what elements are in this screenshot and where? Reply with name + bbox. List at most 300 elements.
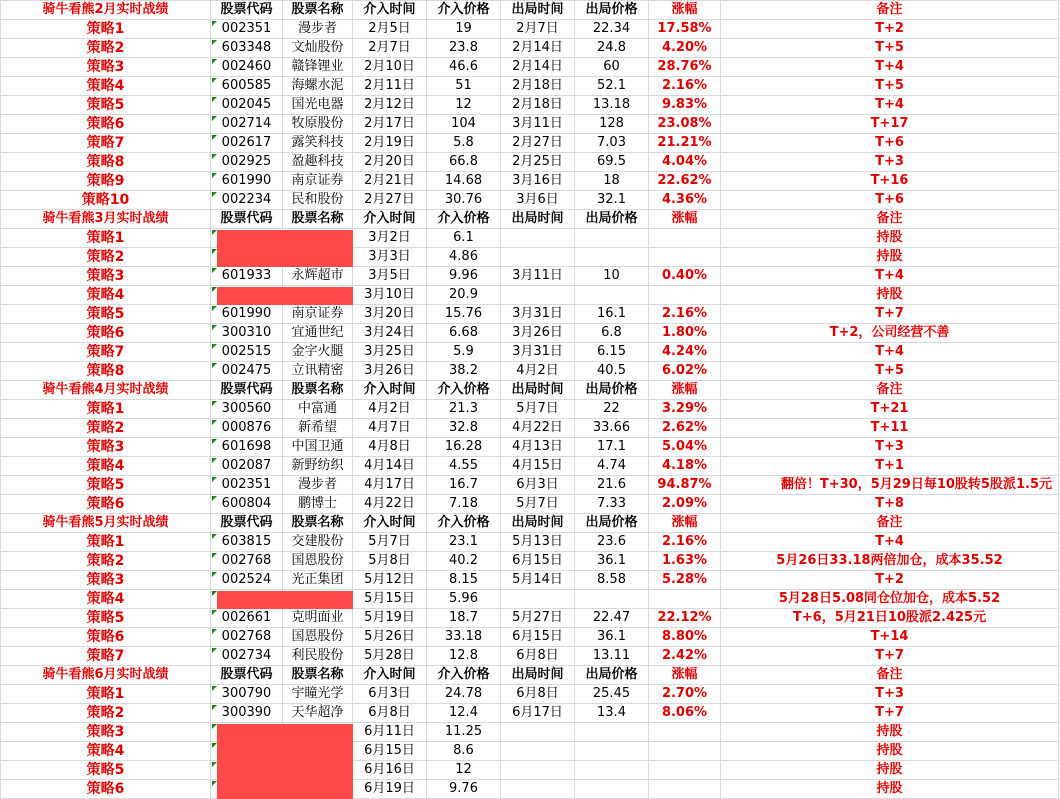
entry-date[interactable]: 2月17日 bbox=[353, 115, 427, 134]
exit-price[interactable]: 13.11 bbox=[575, 647, 649, 666]
gain-percent[interactable]: 17.58% bbox=[649, 20, 721, 39]
exit-price[interactable]: 22 bbox=[575, 400, 649, 419]
section-title[interactable]: 骑牛看熊3月实时战绩 bbox=[1, 210, 211, 229]
strategy-label[interactable]: 策略4 bbox=[1, 742, 211, 761]
column-header[interactable]: 股票名称 bbox=[283, 210, 353, 229]
stock-code[interactable]: 002351 bbox=[211, 20, 283, 39]
entry-price[interactable]: 4.86 bbox=[427, 248, 501, 267]
entry-date[interactable]: 3月24日 bbox=[353, 324, 427, 343]
exit-date[interactable]: 6月17日 bbox=[501, 704, 575, 723]
entry-price[interactable]: 20.9 bbox=[427, 286, 501, 305]
column-header[interactable]: 股票名称 bbox=[283, 514, 353, 533]
section-title[interactable]: 骑牛看熊4月实时战绩 bbox=[1, 381, 211, 400]
remark[interactable]: 5月26日33.18两倍加仓，成本35.52 bbox=[721, 552, 1059, 571]
stock-code[interactable]: 002475 bbox=[211, 362, 283, 381]
strategy-label[interactable]: 策略6 bbox=[1, 495, 211, 514]
entry-price[interactable]: 38.2 bbox=[427, 362, 501, 381]
exit-price[interactable] bbox=[575, 286, 649, 305]
strategy-label[interactable]: 策略4 bbox=[1, 77, 211, 96]
exit-date[interactable]: 3月6日 bbox=[501, 191, 575, 210]
stock-name[interactable]: 交建股份 bbox=[283, 533, 353, 552]
exit-price[interactable]: 6.8 bbox=[575, 324, 649, 343]
entry-price[interactable]: 11.25 bbox=[427, 723, 501, 742]
entry-price[interactable]: 24.78 bbox=[427, 685, 501, 704]
exit-date[interactable]: 5月7日 bbox=[501, 495, 575, 514]
stock-code[interactable]: 002351 bbox=[211, 476, 283, 495]
stock-name[interactable]: 南京证券 bbox=[283, 172, 353, 191]
entry-date[interactable]: 3月20日 bbox=[353, 305, 427, 324]
column-header[interactable]: 出局价格 bbox=[575, 381, 649, 400]
stock-name[interactable]: 南京证券 bbox=[283, 305, 353, 324]
exit-price[interactable]: 69.5 bbox=[575, 153, 649, 172]
column-header[interactable]: 股票名称 bbox=[283, 666, 353, 685]
gain-percent[interactable]: 3.29% bbox=[649, 400, 721, 419]
stock-code[interactable]: 002714 bbox=[211, 115, 283, 134]
exit-date[interactable]: 2月14日 bbox=[501, 39, 575, 58]
stock-code[interactable]: 603815 bbox=[211, 533, 283, 552]
stock-code[interactable]: 002661 bbox=[211, 609, 283, 628]
remark[interactable]: T+4 bbox=[721, 533, 1059, 552]
strategy-label[interactable]: 策略7 bbox=[1, 134, 211, 153]
stock-name[interactable]: 文灿股份 bbox=[283, 39, 353, 58]
strategy-label[interactable]: 策略5 bbox=[1, 305, 211, 324]
exit-date[interactable]: 4月15日 bbox=[501, 457, 575, 476]
remark[interactable]: T+5 bbox=[721, 77, 1059, 96]
exit-price[interactable]: 21.6 bbox=[575, 476, 649, 495]
entry-date[interactable]: 6月11日 bbox=[353, 723, 427, 742]
exit-date[interactable]: 6月3日 bbox=[501, 476, 575, 495]
column-header[interactable]: 介入时间 bbox=[353, 1, 427, 20]
strategy-label[interactable]: 策略2 bbox=[1, 419, 211, 438]
stock-code[interactable]: 300310 bbox=[211, 324, 283, 343]
gain-percent[interactable]: 2.16% bbox=[649, 533, 721, 552]
entry-price[interactable]: 19 bbox=[427, 20, 501, 39]
stock-code[interactable]: 300390 bbox=[211, 704, 283, 723]
exit-price[interactable]: 24.8 bbox=[575, 39, 649, 58]
stock-code[interactable]: 002515 bbox=[211, 343, 283, 362]
exit-date[interactable]: 4月13日 bbox=[501, 438, 575, 457]
exit-date[interactable] bbox=[501, 780, 575, 799]
remark[interactable]: T+7 bbox=[721, 305, 1059, 324]
strategy-label[interactable]: 策略2 bbox=[1, 248, 211, 267]
remark[interactable]: 持股 bbox=[721, 761, 1059, 780]
entry-date[interactable]: 5月8日 bbox=[353, 552, 427, 571]
entry-date[interactable]: 2月10日 bbox=[353, 58, 427, 77]
stock-name[interactable]: 漫步者 bbox=[283, 20, 353, 39]
column-header[interactable]: 出局时间 bbox=[501, 210, 575, 229]
strategy-label[interactable]: 策略2 bbox=[1, 704, 211, 723]
remark[interactable]: T+2 bbox=[721, 571, 1059, 590]
gain-percent[interactable]: 94.87% bbox=[649, 476, 721, 495]
exit-price[interactable] bbox=[575, 248, 649, 267]
entry-date[interactable]: 6月8日 bbox=[353, 704, 427, 723]
exit-date[interactable]: 5月7日 bbox=[501, 400, 575, 419]
remark[interactable]: T+14 bbox=[721, 628, 1059, 647]
entry-price[interactable]: 9.76 bbox=[427, 780, 501, 799]
gain-percent[interactable] bbox=[649, 723, 721, 742]
entry-date[interactable]: 3月26日 bbox=[353, 362, 427, 381]
strategy-label[interactable]: 策略2 bbox=[1, 39, 211, 58]
entry-date[interactable]: 2月21日 bbox=[353, 172, 427, 191]
entry-price[interactable]: 46.6 bbox=[427, 58, 501, 77]
column-header[interactable]: 出局价格 bbox=[575, 1, 649, 20]
column-header[interactable]: 介入时间 bbox=[353, 514, 427, 533]
column-header[interactable]: 介入时间 bbox=[353, 381, 427, 400]
remark[interactable]: 持股 bbox=[721, 723, 1059, 742]
exit-price[interactable]: 22.47 bbox=[575, 609, 649, 628]
exit-price[interactable] bbox=[575, 590, 649, 609]
entry-price[interactable]: 6.68 bbox=[427, 324, 501, 343]
entry-price[interactable]: 30.76 bbox=[427, 191, 501, 210]
gain-percent[interactable]: 8.80% bbox=[649, 628, 721, 647]
exit-price[interactable]: 128 bbox=[575, 115, 649, 134]
column-header[interactable]: 股票名称 bbox=[283, 381, 353, 400]
entry-date[interactable]: 2月12日 bbox=[353, 96, 427, 115]
gain-percent[interactable]: 5.04% bbox=[649, 438, 721, 457]
stock-name[interactable]: 永辉超市 bbox=[283, 267, 353, 286]
entry-price[interactable]: 5.8 bbox=[427, 134, 501, 153]
column-header[interactable]: 股票代码 bbox=[211, 210, 283, 229]
remark[interactable]: 持股 bbox=[721, 742, 1059, 761]
remark[interactable]: T+7 bbox=[721, 647, 1059, 666]
gain-percent[interactable]: 1.80% bbox=[649, 324, 721, 343]
exit-date[interactable]: 2月27日 bbox=[501, 134, 575, 153]
gain-percent[interactable]: 22.62% bbox=[649, 172, 721, 191]
entry-price[interactable]: 12.8 bbox=[427, 647, 501, 666]
remark[interactable]: 持股 bbox=[721, 229, 1059, 248]
strategy-label[interactable]: 策略3 bbox=[1, 58, 211, 77]
strategy-label[interactable]: 策略2 bbox=[1, 552, 211, 571]
remark[interactable]: T+4 bbox=[721, 96, 1059, 115]
strategy-label[interactable]: 策略4 bbox=[1, 286, 211, 305]
column-header[interactable]: 出局时间 bbox=[501, 514, 575, 533]
strategy-label[interactable]: 策略4 bbox=[1, 590, 211, 609]
column-header[interactable]: 介入时间 bbox=[353, 210, 427, 229]
entry-price[interactable]: 23.8 bbox=[427, 39, 501, 58]
stock-code[interactable]: 600585 bbox=[211, 77, 283, 96]
strategy-label[interactable]: 策略7 bbox=[1, 647, 211, 666]
column-header[interactable]: 股票名称 bbox=[283, 1, 353, 20]
strategy-label[interactable]: 策略9 bbox=[1, 172, 211, 191]
gain-percent[interactable]: 9.83% bbox=[649, 96, 721, 115]
entry-price[interactable]: 4.55 bbox=[427, 457, 501, 476]
exit-date[interactable] bbox=[501, 761, 575, 780]
gain-percent[interactable]: 6.02% bbox=[649, 362, 721, 381]
exit-date[interactable]: 3月31日 bbox=[501, 343, 575, 362]
gain-percent[interactable]: 8.06% bbox=[649, 704, 721, 723]
stock-code[interactable]: 002617 bbox=[211, 134, 283, 153]
entry-date[interactable]: 3月2日 bbox=[353, 229, 427, 248]
column-header[interactable]: 出局价格 bbox=[575, 210, 649, 229]
entry-date[interactable]: 2月7日 bbox=[353, 39, 427, 58]
exit-date[interactable] bbox=[501, 229, 575, 248]
entry-price[interactable]: 18.7 bbox=[427, 609, 501, 628]
gain-percent[interactable]: 23.08% bbox=[649, 115, 721, 134]
gain-percent[interactable]: 4.18% bbox=[649, 457, 721, 476]
entry-price[interactable]: 66.8 bbox=[427, 153, 501, 172]
remark[interactable]: T+4 bbox=[721, 58, 1059, 77]
exit-price[interactable] bbox=[575, 780, 649, 799]
entry-date[interactable]: 3月3日 bbox=[353, 248, 427, 267]
remark[interactable]: T+4 bbox=[721, 343, 1059, 362]
entry-price[interactable]: 8.15 bbox=[427, 571, 501, 590]
entry-price[interactable]: 5.9 bbox=[427, 343, 501, 362]
exit-price[interactable]: 7.33 bbox=[575, 495, 649, 514]
strategy-label[interactable]: 策略6 bbox=[1, 628, 211, 647]
gain-percent[interactable] bbox=[649, 286, 721, 305]
stock-code[interactable]: 300790 bbox=[211, 685, 283, 704]
exit-price[interactable]: 36.1 bbox=[575, 628, 649, 647]
strategy-label[interactable]: 策略8 bbox=[1, 362, 211, 381]
remark[interactable]: 持股 bbox=[721, 286, 1059, 305]
gain-percent[interactable]: 4.36% bbox=[649, 191, 721, 210]
stock-code[interactable]: 601990 bbox=[211, 172, 283, 191]
column-header[interactable]: 备注 bbox=[721, 514, 1059, 533]
gain-percent[interactable]: 4.04% bbox=[649, 153, 721, 172]
remark[interactable]: 持股 bbox=[721, 248, 1059, 267]
gain-percent[interactable] bbox=[649, 780, 721, 799]
entry-date[interactable]: 5月15日 bbox=[353, 590, 427, 609]
entry-date[interactable]: 5月28日 bbox=[353, 647, 427, 666]
entry-date[interactable]: 2月19日 bbox=[353, 134, 427, 153]
exit-date[interactable]: 6月15日 bbox=[501, 628, 575, 647]
strategy-label[interactable]: 策略3 bbox=[1, 723, 211, 742]
stock-name[interactable]: 新希望 bbox=[283, 419, 353, 438]
gain-percent[interactable]: 2.16% bbox=[649, 77, 721, 96]
entry-price[interactable]: 15.76 bbox=[427, 305, 501, 324]
strategy-label[interactable]: 策略10 bbox=[1, 191, 211, 210]
exit-price[interactable] bbox=[575, 742, 649, 761]
entry-date[interactable]: 6月16日 bbox=[353, 761, 427, 780]
remark[interactable]: 翻倍！T+30，5月29日每10股转5股派1.5元 bbox=[721, 476, 1059, 495]
exit-date[interactable]: 4月22日 bbox=[501, 419, 575, 438]
column-header[interactable]: 涨幅 bbox=[649, 514, 721, 533]
stock-name[interactable]: 盈趣科技 bbox=[283, 153, 353, 172]
gain-percent[interactable]: 5.28% bbox=[649, 571, 721, 590]
remark[interactable]: T+2，公司经营不善 bbox=[721, 324, 1059, 343]
entry-date[interactable]: 2月5日 bbox=[353, 20, 427, 39]
gain-percent[interactable]: 21.21% bbox=[649, 134, 721, 153]
exit-date[interactable]: 2月7日 bbox=[501, 20, 575, 39]
remark[interactable]: T+2 bbox=[721, 20, 1059, 39]
exit-date[interactable]: 5月13日 bbox=[501, 533, 575, 552]
gain-percent[interactable] bbox=[649, 248, 721, 267]
exit-price[interactable]: 40.5 bbox=[575, 362, 649, 381]
exit-price[interactable] bbox=[575, 229, 649, 248]
strategy-label[interactable]: 策略5 bbox=[1, 761, 211, 780]
gain-percent[interactable]: 2.70% bbox=[649, 685, 721, 704]
entry-date[interactable]: 6月19日 bbox=[353, 780, 427, 799]
gain-percent[interactable] bbox=[649, 229, 721, 248]
column-header[interactable]: 出局时间 bbox=[501, 381, 575, 400]
stock-code[interactable]: 603348 bbox=[211, 39, 283, 58]
exit-price[interactable]: 18 bbox=[575, 172, 649, 191]
strategy-label[interactable]: 策略1 bbox=[1, 685, 211, 704]
stock-name[interactable]: 天华超净 bbox=[283, 704, 353, 723]
exit-date[interactable] bbox=[501, 286, 575, 305]
gain-percent[interactable]: 28.76% bbox=[649, 58, 721, 77]
remark[interactable]: T+8 bbox=[721, 495, 1059, 514]
stock-name[interactable]: 民和股份 bbox=[283, 191, 353, 210]
stock-code[interactable]: 601698 bbox=[211, 438, 283, 457]
remark[interactable]: T+5 bbox=[721, 362, 1059, 381]
stock-code[interactable]: 601990 bbox=[211, 305, 283, 324]
entry-price[interactable]: 16.28 bbox=[427, 438, 501, 457]
exit-date[interactable]: 2月25日 bbox=[501, 153, 575, 172]
entry-price[interactable]: 12 bbox=[427, 96, 501, 115]
column-header[interactable]: 备注 bbox=[721, 666, 1059, 685]
gain-percent[interactable]: 2.42% bbox=[649, 647, 721, 666]
entry-price[interactable]: 32.8 bbox=[427, 419, 501, 438]
strategy-label[interactable]: 策略3 bbox=[1, 438, 211, 457]
remark[interactable]: T+3 bbox=[721, 438, 1059, 457]
exit-date[interactable]: 2月18日 bbox=[501, 77, 575, 96]
exit-price[interactable]: 60 bbox=[575, 58, 649, 77]
stock-name[interactable]: 牧原股份 bbox=[283, 115, 353, 134]
strategy-label[interactable]: 策略1 bbox=[1, 533, 211, 552]
stock-code[interactable]: 002734 bbox=[211, 647, 283, 666]
entry-date[interactable]: 2月27日 bbox=[353, 191, 427, 210]
stock-name[interactable]: 赣锋锂业 bbox=[283, 58, 353, 77]
column-header[interactable]: 介入价格 bbox=[427, 1, 501, 20]
exit-date[interactable]: 5月27日 bbox=[501, 609, 575, 628]
stock-name[interactable]: 宜通世纪 bbox=[283, 324, 353, 343]
exit-price[interactable]: 13.4 bbox=[575, 704, 649, 723]
exit-date[interactable]: 3月26日 bbox=[501, 324, 575, 343]
stock-name[interactable]: 克明面业 bbox=[283, 609, 353, 628]
column-header[interactable]: 股票代码 bbox=[211, 1, 283, 20]
exit-date[interactable]: 3月16日 bbox=[501, 172, 575, 191]
stock-name[interactable]: 漫步者 bbox=[283, 476, 353, 495]
strategy-label[interactable]: 策略5 bbox=[1, 476, 211, 495]
entry-date[interactable]: 5月19日 bbox=[353, 609, 427, 628]
remark[interactable]: T+4 bbox=[721, 267, 1059, 286]
remark[interactable]: T+3 bbox=[721, 153, 1059, 172]
stock-code[interactable]: 601933 bbox=[211, 267, 283, 286]
exit-price[interactable]: 33.66 bbox=[575, 419, 649, 438]
strategy-label[interactable]: 策略7 bbox=[1, 343, 211, 362]
remark[interactable]: T+7 bbox=[721, 704, 1059, 723]
stock-code[interactable]: 002524 bbox=[211, 571, 283, 590]
exit-date[interactable]: 5月14日 bbox=[501, 571, 575, 590]
exit-date[interactable]: 2月14日 bbox=[501, 58, 575, 77]
gain-percent[interactable] bbox=[649, 590, 721, 609]
exit-date[interactable] bbox=[501, 742, 575, 761]
stock-code[interactable]: 002460 bbox=[211, 58, 283, 77]
column-header[interactable]: 介入价格 bbox=[427, 514, 501, 533]
column-header[interactable]: 涨幅 bbox=[649, 210, 721, 229]
gain-percent[interactable] bbox=[649, 761, 721, 780]
stock-name[interactable]: 中富通 bbox=[283, 400, 353, 419]
strategy-label[interactable]: 策略3 bbox=[1, 267, 211, 286]
exit-date[interactable]: 6月15日 bbox=[501, 552, 575, 571]
section-title[interactable]: 骑牛看熊2月实时战绩 bbox=[1, 1, 211, 20]
gain-percent[interactable]: 4.24% bbox=[649, 343, 721, 362]
entry-price[interactable]: 51 bbox=[427, 77, 501, 96]
exit-price[interactable] bbox=[575, 761, 649, 780]
stock-name[interactable]: 光正集团 bbox=[283, 571, 353, 590]
exit-date[interactable] bbox=[501, 590, 575, 609]
stock-code[interactable]: 002925 bbox=[211, 153, 283, 172]
stock-code[interactable]: 002045 bbox=[211, 96, 283, 115]
strategy-label[interactable]: 策略5 bbox=[1, 609, 211, 628]
gain-percent[interactable] bbox=[649, 742, 721, 761]
exit-price[interactable]: 8.58 bbox=[575, 571, 649, 590]
exit-price[interactable]: 10 bbox=[575, 267, 649, 286]
stock-code[interactable]: 002087 bbox=[211, 457, 283, 476]
entry-date[interactable]: 2月11日 bbox=[353, 77, 427, 96]
entry-date[interactable]: 4月2日 bbox=[353, 400, 427, 419]
stock-name[interactable]: 国恩股份 bbox=[283, 552, 353, 571]
strategy-label[interactable]: 策略8 bbox=[1, 153, 211, 172]
entry-price[interactable]: 12.4 bbox=[427, 704, 501, 723]
exit-price[interactable]: 4.74 bbox=[575, 457, 649, 476]
strategy-label[interactable]: 策略6 bbox=[1, 115, 211, 134]
strategy-label[interactable]: 策略1 bbox=[1, 400, 211, 419]
stock-name[interactable]: 利民股份 bbox=[283, 647, 353, 666]
remark[interactable]: T+11 bbox=[721, 419, 1059, 438]
column-header[interactable]: 出局时间 bbox=[501, 1, 575, 20]
entry-date[interactable]: 4月14日 bbox=[353, 457, 427, 476]
remark[interactable]: T+21 bbox=[721, 400, 1059, 419]
entry-date[interactable]: 6月3日 bbox=[353, 685, 427, 704]
entry-price[interactable]: 40.2 bbox=[427, 552, 501, 571]
exit-price[interactable]: 13.18 bbox=[575, 96, 649, 115]
stock-code[interactable]: 002234 bbox=[211, 191, 283, 210]
strategy-label[interactable]: 策略1 bbox=[1, 229, 211, 248]
column-header[interactable]: 股票代码 bbox=[211, 381, 283, 400]
gain-percent[interactable]: 2.16% bbox=[649, 305, 721, 324]
stock-name[interactable]: 立讯精密 bbox=[283, 362, 353, 381]
remark[interactable]: T+5 bbox=[721, 39, 1059, 58]
entry-price[interactable]: 6.1 bbox=[427, 229, 501, 248]
strategy-label[interactable]: 策略4 bbox=[1, 457, 211, 476]
entry-date[interactable]: 4月8日 bbox=[353, 438, 427, 457]
entry-price[interactable]: 7.18 bbox=[427, 495, 501, 514]
strategy-label[interactable]: 策略6 bbox=[1, 780, 211, 799]
gain-percent[interactable]: 2.09% bbox=[649, 495, 721, 514]
entry-date[interactable]: 3月25日 bbox=[353, 343, 427, 362]
remark[interactable]: 持股 bbox=[721, 780, 1059, 799]
remark[interactable]: T+1 bbox=[721, 457, 1059, 476]
entry-date[interactable]: 3月5日 bbox=[353, 267, 427, 286]
entry-date[interactable]: 4月22日 bbox=[353, 495, 427, 514]
section-title[interactable]: 骑牛看熊5月实时战绩 bbox=[1, 514, 211, 533]
exit-date[interactable] bbox=[501, 723, 575, 742]
column-header[interactable]: 介入价格 bbox=[427, 210, 501, 229]
entry-date[interactable]: 5月26日 bbox=[353, 628, 427, 647]
exit-date[interactable]: 3月31日 bbox=[501, 305, 575, 324]
exit-price[interactable]: 7.03 bbox=[575, 134, 649, 153]
column-header[interactable]: 股票代码 bbox=[211, 666, 283, 685]
column-header[interactable]: 介入时间 bbox=[353, 666, 427, 685]
column-header[interactable]: 涨幅 bbox=[649, 381, 721, 400]
remark[interactable]: T+3 bbox=[721, 685, 1059, 704]
stock-code[interactable]: 000876 bbox=[211, 419, 283, 438]
exit-date[interactable]: 2月18日 bbox=[501, 96, 575, 115]
entry-date[interactable]: 4月7日 bbox=[353, 419, 427, 438]
stock-name[interactable]: 国恩股份 bbox=[283, 628, 353, 647]
entry-date[interactable]: 3月10日 bbox=[353, 286, 427, 305]
gain-percent[interactable]: 2.62% bbox=[649, 419, 721, 438]
stock-name[interactable]: 金字火腿 bbox=[283, 343, 353, 362]
entry-price[interactable]: 9.96 bbox=[427, 267, 501, 286]
gain-percent[interactable]: 1.63% bbox=[649, 552, 721, 571]
column-header[interactable]: 介入价格 bbox=[427, 666, 501, 685]
entry-price[interactable]: 104 bbox=[427, 115, 501, 134]
entry-price[interactable]: 23.1 bbox=[427, 533, 501, 552]
column-header[interactable]: 出局价格 bbox=[575, 514, 649, 533]
